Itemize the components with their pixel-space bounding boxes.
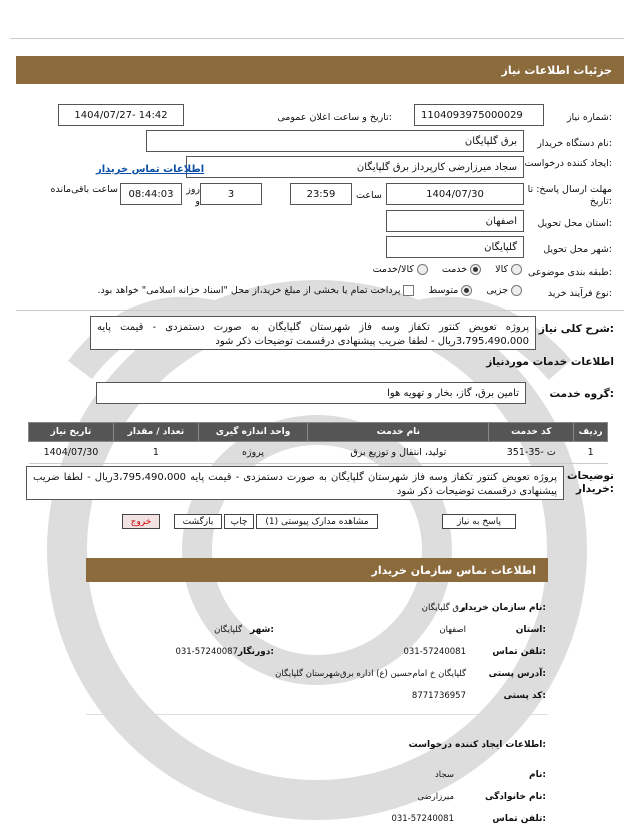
contact-header: [86, 558, 548, 582]
category-option-goods[interactable]: کالا: [495, 264, 522, 275]
process-option-medium[interactable]: متوسط: [428, 285, 472, 296]
details-header-title: جزئیات اطلاعات نیاز: [501, 64, 612, 77]
radio-selected-icon[interactable]: [461, 285, 472, 296]
services-table-wrap: [28, 422, 608, 464]
col-header: ردیف: [574, 423, 608, 442]
top-divider: [10, 38, 624, 39]
contact-address: گلپایگان خ امام‌حسین (ع) اداره برق‌شهرستان گلپایگان: [275, 669, 466, 679]
treasury-payment-option[interactable]: پرداخت تمام یا بخشی از مبلغ خرید،از محل "اسناد خزانه اسلامی" خواهد بود.: [98, 285, 415, 296]
contact-fax-label: دورنگار:: [237, 647, 274, 657]
attachments-button[interactable]: مشاهده مدارک پیوستی (1): [256, 514, 378, 529]
announce-label: تاریخ و ساعت اعلان عمومی:: [277, 112, 392, 123]
deadline-time-field: 23:59: [290, 183, 352, 205]
category-label: طبقه بندی موضوعی:: [527, 267, 612, 278]
radio-icon[interactable]: [417, 264, 428, 275]
contact-postal: 8771736957: [411, 691, 466, 701]
contact-header-title: اطلاعات تماس سازمان خریدار: [371, 564, 536, 577]
reply-button[interactable]: پاسخ به نیاز: [442, 514, 516, 529]
col-header: واحد اندازه گیری: [198, 423, 307, 442]
creator-name: سجاد: [435, 770, 454, 780]
cell-unit: پروژه: [198, 442, 307, 464]
table-row[interactable]: [29, 442, 608, 464]
remaining-days-field: 3: [200, 183, 262, 205]
radio-selected-icon[interactable]: [470, 264, 481, 275]
city-label: شهر محل تحویل:: [543, 244, 612, 255]
deadline-date-field: 1404/07/30: [386, 183, 524, 205]
col-header: کد خدمت: [489, 423, 574, 442]
process-options: [84, 285, 523, 296]
creator-phone: 031-57240081: [391, 814, 454, 824]
print-button[interactable]: چاپ: [224, 514, 254, 529]
cell-need-date: 1404/07/30: [29, 442, 114, 464]
services-table: [28, 422, 608, 464]
contact-org-label: نام سازمان خریدار:: [459, 603, 546, 613]
buyer-desc-label: توضیحات خریدار:: [566, 470, 614, 495]
contact-divider: [86, 714, 548, 715]
contact-fax: 031-57240087: [175, 647, 238, 657]
service-group-label: گروه خدمت:: [549, 388, 614, 400]
buyer-desc-text: پروژه تعویض کنتور تکفاز وسه فاز شهرستان گلپایگان به صورت دستمزدی - قیمت پایه 3،795،490،000ریال - لطفا ضریب پیشنهادی درقسمت توضیحات ذکر شود: [26, 466, 564, 500]
summary-label: شرح کلی نیاز:: [538, 323, 614, 335]
buyer-contact-link[interactable]: اطلاعات تماس خریدار: [96, 164, 205, 175]
contact-address-label: آدرس پستی:: [488, 669, 546, 679]
creator-field: سجاد میرزارضی کارپرداز برق گلپایگان: [186, 156, 524, 178]
cell-row-number: 1: [574, 442, 608, 464]
service-group-field: تامین برق، گاز، بخار و تهویه هوا: [96, 382, 526, 404]
contact-postal-label: کد پستی:: [503, 691, 546, 701]
summary-text: پروژه تعویض کنتور تکفاز وسه فاز شهرستان گلپایگان به صورت دستمزدی - قیمت پایه 3،795،490،000ریال - لطفا ضریب پیشنهادی درقسمت توضیحات ذکر شود: [90, 316, 536, 350]
city-field: گلپایگان: [386, 236, 524, 258]
deadline-time-label: ساعت: [356, 190, 382, 201]
creator-name-label: نام:: [529, 770, 546, 780]
radio-icon[interactable]: [511, 264, 522, 275]
table-header-row: [29, 423, 608, 442]
details-header: [16, 56, 624, 84]
contact-phone-label: تلفن تماس:: [492, 647, 546, 657]
province-field: اصفهان: [386, 210, 524, 232]
contact-province-label: استان:: [515, 625, 546, 635]
need-number-label: شماره نیاز:: [566, 112, 612, 123]
process-label: نوع فرآیند خرید:: [547, 288, 612, 299]
col-header: تعداد / مقدار: [113, 423, 198, 442]
need-number-field: 1104093975000029: [414, 104, 544, 126]
back-button[interactable]: بازگشت: [174, 514, 222, 529]
cell-service-code: ت -35-351: [489, 442, 574, 464]
col-header: تاریخ نیاز: [29, 423, 114, 442]
province-label: استان محل تحویل:: [537, 218, 612, 229]
remaining-days-label: روز و: [186, 184, 200, 207]
cell-service-name: تولید، انتقال و توزیع برق: [308, 442, 489, 464]
contact-phone: 031-57240081: [403, 647, 466, 657]
category-option-both[interactable]: کالا/خدمت: [373, 264, 428, 275]
exit-button[interactable]: خروج: [122, 514, 160, 529]
creator-family: میرزارضی: [417, 792, 454, 802]
creator-family-label: نام خانوادگی:: [484, 792, 546, 802]
contact-province: اصفهان: [439, 625, 466, 635]
announce-field: 1404/07/27- 14:42: [58, 104, 184, 126]
category-option-service[interactable]: خدمت: [442, 264, 481, 275]
process-option-minor[interactable]: جزیی: [486, 285, 522, 296]
buyer-org-field: برق گلپایگان: [146, 130, 524, 152]
radio-icon[interactable]: [511, 285, 522, 296]
buyer-org-label: نام دستگاه خریدار:: [537, 138, 612, 149]
remaining-time-label: ساعت باقی‌مانده: [50, 184, 118, 195]
creator-label: ایجاد کننده درخواست:: [524, 158, 612, 169]
contact-org: برق گلپایگان: [421, 603, 466, 613]
creator-info-title: اطلاعات ایجاد کننده درخواست:: [408, 740, 546, 750]
deadline-label: مهلت ارسال پاسخ: تا تاریخ:: [527, 184, 612, 207]
checkbox-icon[interactable]: [403, 285, 414, 296]
col-header: نام خدمت: [308, 423, 489, 442]
contact-city-label: شهر:: [250, 625, 274, 635]
remaining-time-field: 08:44:03: [120, 183, 182, 205]
category-options: [359, 264, 522, 275]
contact-city: گلپایگان: [214, 625, 242, 635]
cell-quantity: 1: [113, 442, 198, 464]
services-title: اطلاعات خدمات موردنیاز: [486, 356, 614, 368]
creator-phone-label: تلفن تماس:: [492, 814, 546, 824]
